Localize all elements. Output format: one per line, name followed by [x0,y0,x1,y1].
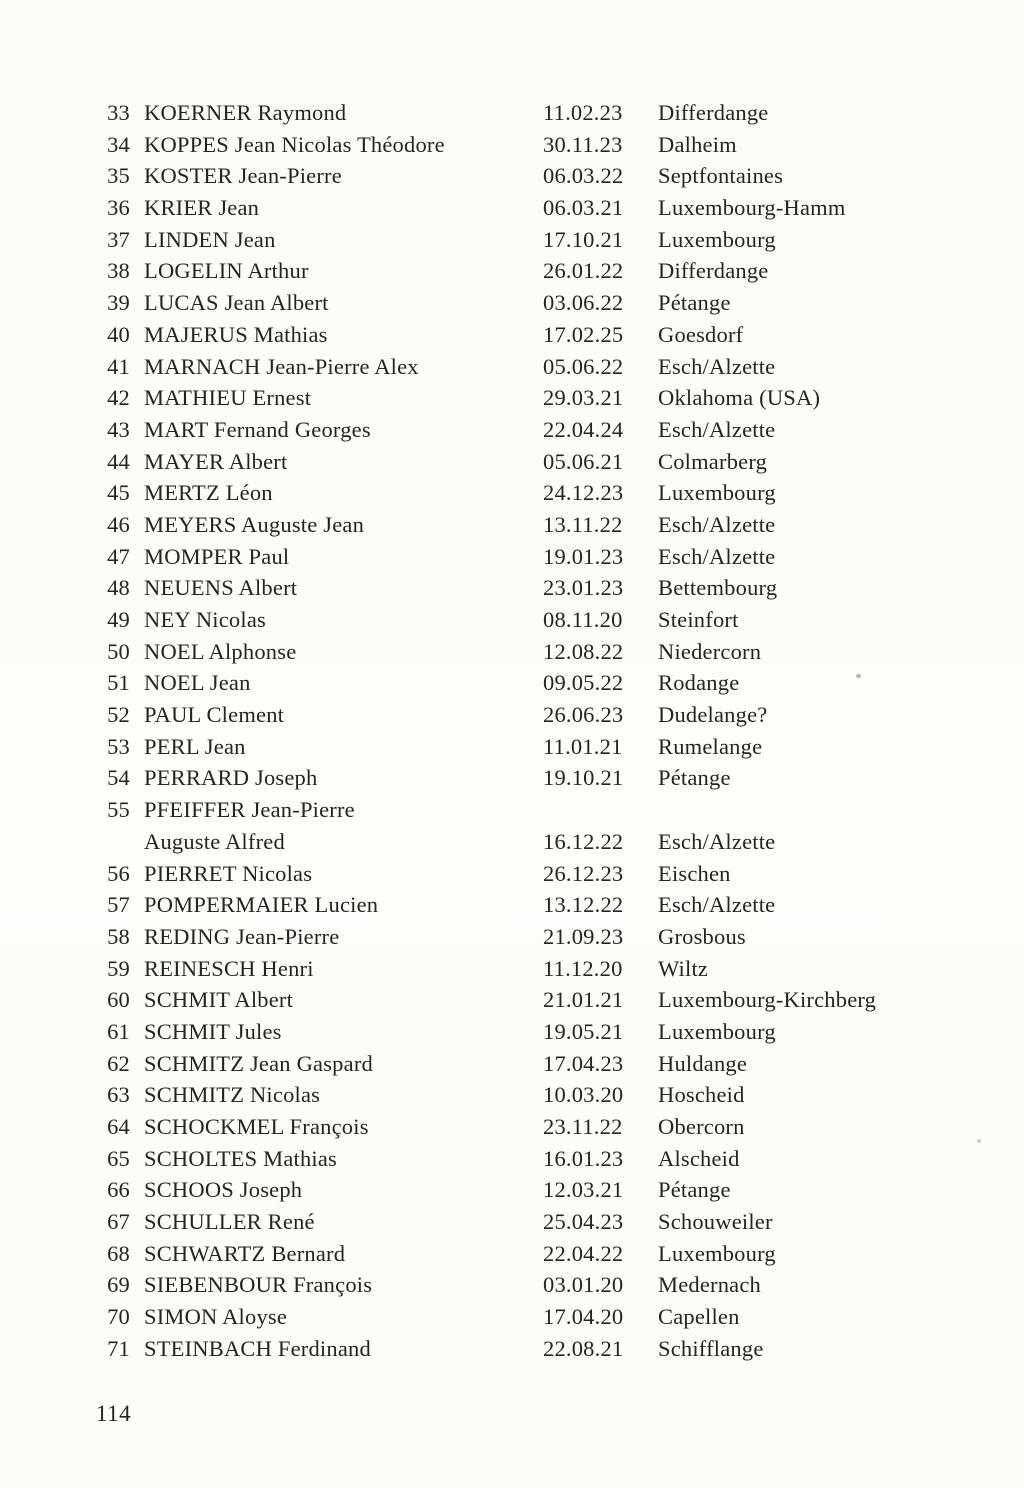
entry-birth-place: Colmarberg [658,448,768,474]
entry-number: 66 [107,1177,130,1203]
entry-number [95,826,130,858]
scan-speck [856,674,861,678]
entry-birth-place: Wiltz [658,955,709,981]
list-item [95,1143,1000,1175]
entry-name: POMPERMAIER Lucien [144,892,379,918]
entry-name: KOPPES Jean Nicolas Théodore [144,131,445,157]
list-item [95,667,1000,699]
entry-birth-place: Goesdorf [658,321,744,347]
entry-number: 35 [107,163,130,189]
entry-number: 38 [107,258,130,284]
entry-birth-place: Hoscheid [658,1082,745,1108]
list-item [95,1333,1000,1365]
scan-speck [977,1139,981,1143]
entry-birth-date: 21.01.21 [543,987,624,1013]
entry-birth-place: Luxembourg [658,480,776,506]
entry-birth-date: 11.12.20 [543,955,623,981]
entry-number: 49 [107,607,130,632]
entry-number: 71 [107,1335,130,1361]
entry-number: 34 [107,131,130,157]
entry-birth-date: 11.02.23 [543,100,623,125]
entry-name: SIEBENBOUR François [144,1272,373,1298]
entry-name: KOERNER Raymond [144,100,347,125]
entry-number: 37 [107,226,130,252]
entry-number: 70 [107,1304,130,1330]
entry-birth-date [543,794,658,826]
entry-birth-date: 22.04.24 [543,416,624,442]
entry-birth-date: 13.11.22 [543,511,623,537]
entry-name: NEUENS Albert [144,575,298,601]
list-item [95,1111,1000,1143]
entry-birth-date: 06.03.22 [543,163,624,189]
entry-birth-date: 19.01.23 [543,543,624,569]
list-item [95,509,1000,541]
entry-number: 39 [107,290,130,316]
entry-name: MAJERUS Mathias [144,321,328,347]
entry-number: 68 [107,1240,130,1266]
entry-name: KRIER Jean [144,195,260,221]
entry-number: 52 [107,702,130,728]
entry-birth-place: Schouweiler [658,1209,773,1235]
entry-birth-place: Luxembourg [658,1240,776,1266]
entry-number: 60 [107,987,130,1013]
list-item [95,572,1000,604]
entry-number: 47 [107,543,130,569]
entry-number: 53 [107,733,130,759]
entry-birth-date: 11.01.21 [543,733,623,759]
entry-birth-date: 13.12.22 [543,892,624,918]
list-item [95,1206,1000,1238]
entry-name: SCHOCKMEL François [144,1114,369,1139]
entry-number: 69 [107,1272,130,1298]
entry-birth-place: Rodange [658,670,740,696]
entry-birth-date: 17.02.25 [543,321,624,347]
entry-name: REDING Jean-Pierre [144,923,340,949]
entry-number: 51 [107,670,130,696]
entry-number: 54 [107,765,130,791]
entry-birth-date: 16.01.23 [543,1145,624,1171]
entry-birth-place: Differdange [658,100,769,125]
entry-name: MOMPER Paul [144,543,290,569]
entry-name: SCHWARTZ Bernard [144,1240,346,1266]
entry-birth-date: 03.01.20 [543,1272,624,1298]
list-item [95,1079,1000,1111]
entry-birth-place: Esch/Alzette [658,543,776,569]
entry-name: NOEL Jean [144,670,251,696]
entry-number: 42 [107,385,130,411]
entry-name: PERRARD Joseph [144,765,318,791]
entry-name: MARNACH Jean-Pierre Alex [144,353,419,379]
entry-name: PFEIFFER Jean-Pierre [144,797,355,823]
entry-name: REINESCH Henri [144,955,314,981]
entry-birth-place: Esch/Alzette [658,892,776,918]
list-item [95,953,1000,985]
entry-birth-date: 29.03.21 [543,385,624,411]
entry-birth-place: Luxembourg-Hamm [658,195,846,221]
list-item [95,351,1000,383]
entry-birth-place: Esch/Alzette [658,828,776,854]
entry-birth-place: Huldange [658,1050,748,1076]
entry-number: 55 [107,797,130,823]
entry-name: LUCAS Jean Albert [144,290,329,316]
entry-birth-date: 22.04.22 [543,1240,624,1266]
entry-number: 44 [107,448,130,474]
list-item [95,794,1000,826]
entry-birth-place: Medernach [658,1272,761,1298]
entry-birth-place: Esch/Alzette [658,353,776,379]
entry-birth-place: Pétange [658,1177,731,1203]
entry-number: 63 [107,1082,130,1108]
entry-name: SCHMITZ Nicolas [144,1082,321,1108]
entry-number: 64 [107,1114,130,1139]
entry-birth-date: 23.01.23 [543,575,624,601]
entry-name: LINDEN Jean [144,226,276,252]
entry-birth-place: Dudelange? [658,702,768,728]
entry-name: SCHMIT Jules [144,1018,282,1044]
entry-birth-place: Capellen [658,1304,740,1330]
entry-list [95,97,1000,1365]
list-item [95,984,1000,1016]
entry-birth-date: 26.06.23 [543,702,624,728]
entry-birth-place: Alscheid [658,1145,740,1171]
entry-birth-date: 17.04.20 [543,1304,624,1330]
entry-birth-place: Oklahoma (USA) [658,385,821,411]
entry-name: MAYER Albert [144,448,288,474]
list-item [95,287,1000,319]
entry-birth-place: Septfontaines [658,163,784,189]
list-item [95,1269,1000,1301]
entry-birth-date: 19.10.21 [543,765,624,791]
entry-birth-place: Schifflange [658,1335,764,1361]
entry-birth-place: Differdange [658,258,769,284]
entry-birth-place: Steinfort [658,607,739,632]
list-item [95,858,1000,890]
entry-number: 58 [107,923,130,949]
entry-birth-date: 16.12.22 [543,828,624,854]
entry-number: 61 [107,1018,130,1044]
entry-birth-date: 05.06.21 [543,448,624,474]
entry-name: SCHULLER René [144,1209,315,1235]
list-item [95,129,1000,161]
entry-birth-place: Luxembourg [658,1018,776,1044]
entry-number: 59 [107,955,130,981]
entry-number: 36 [107,195,130,221]
list-item [95,224,1000,256]
entry-birth-date: 26.01.22 [543,258,624,284]
entry-name: MART Fernand Georges [144,416,371,442]
list-item [95,731,1000,763]
list-item [95,255,1000,287]
list-item [95,541,1000,573]
entry-name: Auguste Alfred [144,828,285,854]
list-item [95,1048,1000,1080]
entry-birth-place: Pétange [658,290,731,316]
list-item [95,477,1000,509]
entry-name: SCHOLTES Mathias [144,1145,338,1171]
entry-number: 65 [107,1145,130,1171]
entry-birth-place [658,794,1000,826]
entry-birth-date: 24.12.23 [543,480,624,506]
entry-name: SCHOOS Joseph [144,1177,303,1203]
entry-birth-date: 17.10.21 [543,226,624,252]
list-item [95,826,1000,858]
entry-number: 57 [107,892,130,918]
entry-number: 46 [107,511,130,537]
entry-number: 48 [107,575,130,601]
entry-birth-date: 10.03.20 [543,1082,624,1108]
list-item [95,1238,1000,1270]
entry-birth-place: Pétange [658,765,731,791]
page-number: 114 [96,1401,132,1426]
entry-birth-place: Esch/Alzette [658,511,776,537]
entry-name: SCHMITZ Jean Gaspard [144,1050,373,1076]
entry-number: 67 [107,1209,130,1235]
list-item [95,1016,1000,1048]
entry-birth-date: 03.06.22 [543,290,624,316]
entry-birth-place: Niedercorn [658,638,762,664]
entry-birth-date: 06.03.21 [543,195,624,221]
list-item [95,921,1000,953]
entry-number: 50 [107,638,130,664]
entry-name: MATHIEU Ernest [144,385,312,411]
entry-birth-place: Obercorn [658,1114,745,1139]
entry-birth-date: 25.04.23 [543,1209,624,1235]
list-item [95,699,1000,731]
list-item [95,160,1000,192]
entry-name: NOEL Alphonse [144,638,297,664]
entry-birth-place: Bettembourg [658,575,778,601]
entry-birth-date: 17.04.23 [543,1050,624,1076]
entry-birth-place: Esch/Alzette [658,416,776,442]
list-item [95,319,1000,351]
list-item [95,382,1000,414]
entry-birth-date: 23.11.22 [543,1114,623,1139]
list-item [95,636,1000,668]
entry-birth-date: 19.05.21 [543,1018,624,1044]
list-item [95,414,1000,446]
entry-name: SIMON Aloyse [144,1304,288,1330]
entry-number: 45 [107,480,130,506]
entry-name: NEY Nicolas [144,607,266,632]
entry-birth-place: Grosbous [658,923,746,949]
list-item [95,604,1000,636]
entry-number: 56 [107,860,130,886]
entry-birth-date: 26.12.23 [543,860,624,886]
entry-name: LOGELIN Arthur [144,258,309,284]
entry-number: 43 [107,416,130,442]
entry-birth-date: 30.11.23 [543,131,623,157]
entry-name: SCHMIT Albert [144,987,294,1013]
entry-name: STEINBACH Ferdinand [144,1335,371,1361]
list-item [95,762,1000,794]
entry-number: 33 [107,100,130,125]
entry-birth-place: Rumelange [658,733,763,759]
entry-birth-date: 12.08.22 [543,638,624,664]
entry-birth-place: Luxembourg-Kirchberg [658,987,877,1013]
entry-name: PIERRET Nicolas [144,860,313,886]
entry-birth-place: Dalheim [658,131,737,157]
entry-name: MERTZ Léon [144,480,273,506]
entry-birth-date: 12.03.21 [543,1177,624,1203]
entry-name: KOSTER Jean-Pierre [144,163,342,189]
entry-name: PERL Jean [144,733,246,759]
entry-birth-date: 21.09.23 [543,923,624,949]
list-item [95,1174,1000,1206]
entry-birth-date: 09.05.22 [543,670,624,696]
entry-birth-place: Eischen [658,860,731,886]
entry-birth-date: 22.08.21 [543,1335,624,1361]
entry-number: 41 [107,353,130,379]
list-item [95,1301,1000,1333]
list-item [95,889,1000,921]
entry-number: 40 [107,321,130,347]
entry-number: 62 [107,1050,130,1076]
list-item [95,192,1000,224]
entry-birth-date: 08.11.20 [543,607,623,632]
entry-birth-date: 05.06.22 [543,353,624,379]
list-item [95,97,1000,129]
list-item [95,446,1000,478]
entry-name: MEYERS Auguste Jean [144,511,365,537]
entry-birth-place: Luxembourg [658,226,776,252]
entry-name: PAUL Clement [144,702,285,728]
